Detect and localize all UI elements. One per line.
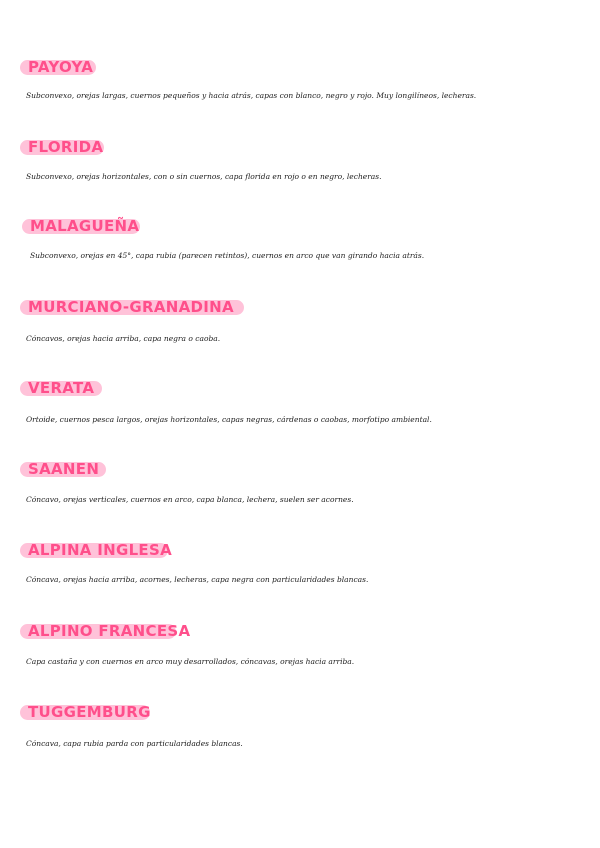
breed-title: SAANEN	[28, 460, 100, 478]
breed-title: MALAGUEÑA	[30, 217, 140, 235]
breed-description: Cóncavo, orejas verticales, cuernos en arco, capa blanca, lechera, suelen ser acornes.	[26, 495, 354, 504]
breed-description: Subconvexo, orejas largas, cuernos pequeños y hacia atrás, capas con blanco, negro y rojo. Muy longilíneos, lecheras.	[26, 91, 477, 100]
breed-heading-highlight	[22, 216, 147, 236]
breed-heading-highlight	[20, 378, 102, 398]
breed-heading-highlight	[20, 137, 111, 157]
breed-description: Cóncavos, orejas hacia arriba, capa negra o caoba.	[26, 334, 221, 343]
breed-heading-highlight	[20, 621, 198, 641]
breed-title: MURCIANO-GRANADINA	[28, 298, 234, 316]
breed-title: TUGGEMBURG	[28, 703, 151, 721]
breed-heading-highlight	[20, 702, 159, 722]
breed-heading-highlight	[20, 297, 242, 317]
breed-description: Subconvexo, orejas horizontales, con o sin cuernos, capa florida en rojo o en negro, lecheras.	[26, 172, 382, 181]
breed-description: Cóncava, orejas hacia arriba, acornes, lecheras, capa negra con particularidades blancas.	[26, 575, 369, 584]
breed-heading-highlight	[20, 540, 180, 560]
breed-title: FLORIDA	[28, 138, 104, 156]
breed-title: PAYOYA	[28, 58, 94, 76]
breed-description: Cóncava, capa rubia parda con particularidades blancas.	[26, 739, 243, 748]
breed-heading-highlight	[20, 57, 101, 77]
breed-title: ALPINO FRANCESA	[28, 622, 191, 640]
breed-heading-highlight	[20, 459, 107, 479]
breed-description: Ortoide, cuernos pesca largos, orejas horizontales, capas negras, cárdenas o caobas, morfotipo ambiental.	[26, 415, 432, 424]
breed-description: Capa castaña y con cuernos en arco muy desarrollados, cóncavas, orejas hacia arriba.	[26, 657, 355, 666]
breed-title: VERATA	[28, 379, 95, 397]
breed-title: ALPINA INGLESA	[28, 541, 172, 559]
breed-description: Subconvexo, orejas en 45°, capa rubia (parecen retintos), cuernos en arco que van girando hacia atrás.	[30, 251, 425, 260]
